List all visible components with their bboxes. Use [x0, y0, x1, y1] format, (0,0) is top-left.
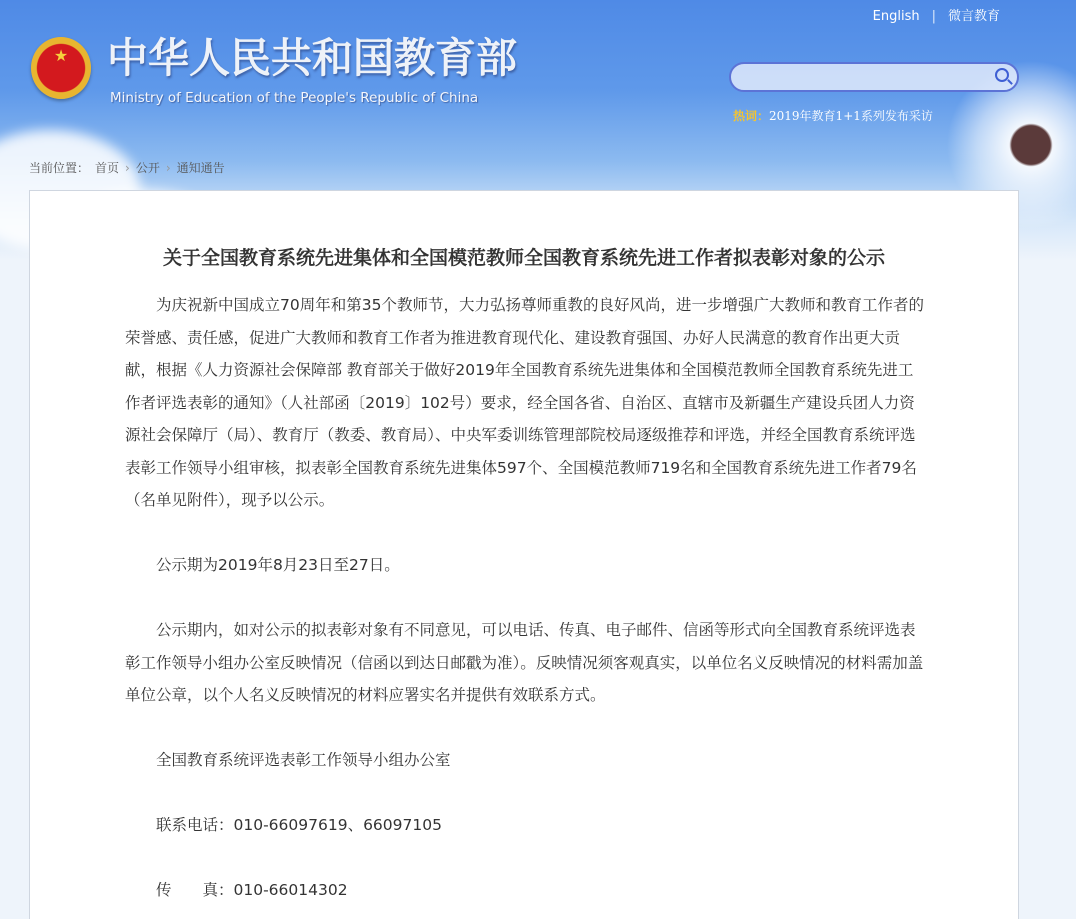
search-input[interactable]: [741, 64, 991, 90]
breadcrumb-label: 当前位置：: [29, 161, 90, 175]
hot-words-label: 热词：: [733, 109, 770, 123]
top-links: [873, 9, 1000, 25]
article-title: 关于全国教育系统先进集体和全国模范教师全国教育系统先进工作者拟表彰对象的公示: [162, 247, 885, 269]
breadcrumb: [29, 161, 225, 176]
breadcrumb-notices[interactable]: 通知通告: [176, 161, 225, 175]
paragraph-office: 全国教育系统评选表彰工作领导小组办公室: [156, 751, 451, 769]
article-body: [125, 289, 927, 919]
weiyan-jiaoyu-link[interactable]: 微言教育: [947, 9, 1000, 24]
paragraph-phone: 联系电话：010-66097619、66097105: [156, 816, 442, 834]
national-emblem-logo[interactable]: [31, 37, 91, 99]
search-icon[interactable]: [995, 68, 1009, 82]
english-link[interactable]: English: [872, 9, 920, 24]
breadcrumb-public[interactable]: 公开: [135, 161, 160, 175]
paragraph-feedback: 公示期内，如对公示的拟表彰对象有不同意见，可以电话、传真、电子邮件、信函等形式向全国教育系统评选表彰工作领导小组办公室反映情况（信函以到达日邮戳为准）。反映情况须客观真实，以单位名义反映情况的材料需加盖单位公章，以个人名义反映情况的材料应署实名并提供有效联系方式。: [125, 621, 924, 704]
ministry-logo-cn[interactable]: 中华人民共和国教育部: [107, 34, 517, 82]
article-panel: [29, 190, 1019, 919]
paragraph-period: 公示期为2019年8月23日至27日。: [156, 556, 400, 574]
chevron-right-icon: ›: [125, 161, 130, 175]
hot-word-link[interactable]: 2019年教育1+1系列发布采访: [769, 109, 933, 123]
ministry-logo-en[interactable]: Ministry of Education of the People's Republic of China: [110, 90, 479, 106]
paragraph-intro: 为庆祝新中国成立70周年和第35个教师节，大力弘扬尊师重教的良好风尚，进一步增强广大教师和教育工作者的荣誉感、责任感，促进广大教师和教育工作者为推进教育现代化、建设教育强国、办好人民满意的教育作出更大贡献，根据《人力资源社会保障部 教育部关于做好2019年全国教育系统先进集体和全国模范教师全国教育系统先进工作者评选表彰的通知》（人社部函〔2019〕102号）要求，经全国各省、自治区、直辖市及新疆生产建设兵团人力资源社会保障厅（局）、教育厅（教委、教育局）、中央军委训练管理部院校局逐级推荐和评选，并经全国教育系统评选表彰工作领导小组审核，拟表彰全国教育系统先进集体597个、全国模范教师719名和全国教育系统先进工作者79名（名单见附件），现予以公示。: [125, 296, 924, 509]
divider: |: [931, 9, 936, 24]
hot-words: [733, 109, 933, 124]
star-icon: ★: [53, 46, 69, 65]
breadcrumb-home[interactable]: 首页: [95, 161, 120, 175]
paragraph-fax: 传 真：010-66014302: [156, 881, 348, 899]
chevron-right-icon: ›: [165, 161, 171, 175]
search-box: [729, 62, 1019, 92]
